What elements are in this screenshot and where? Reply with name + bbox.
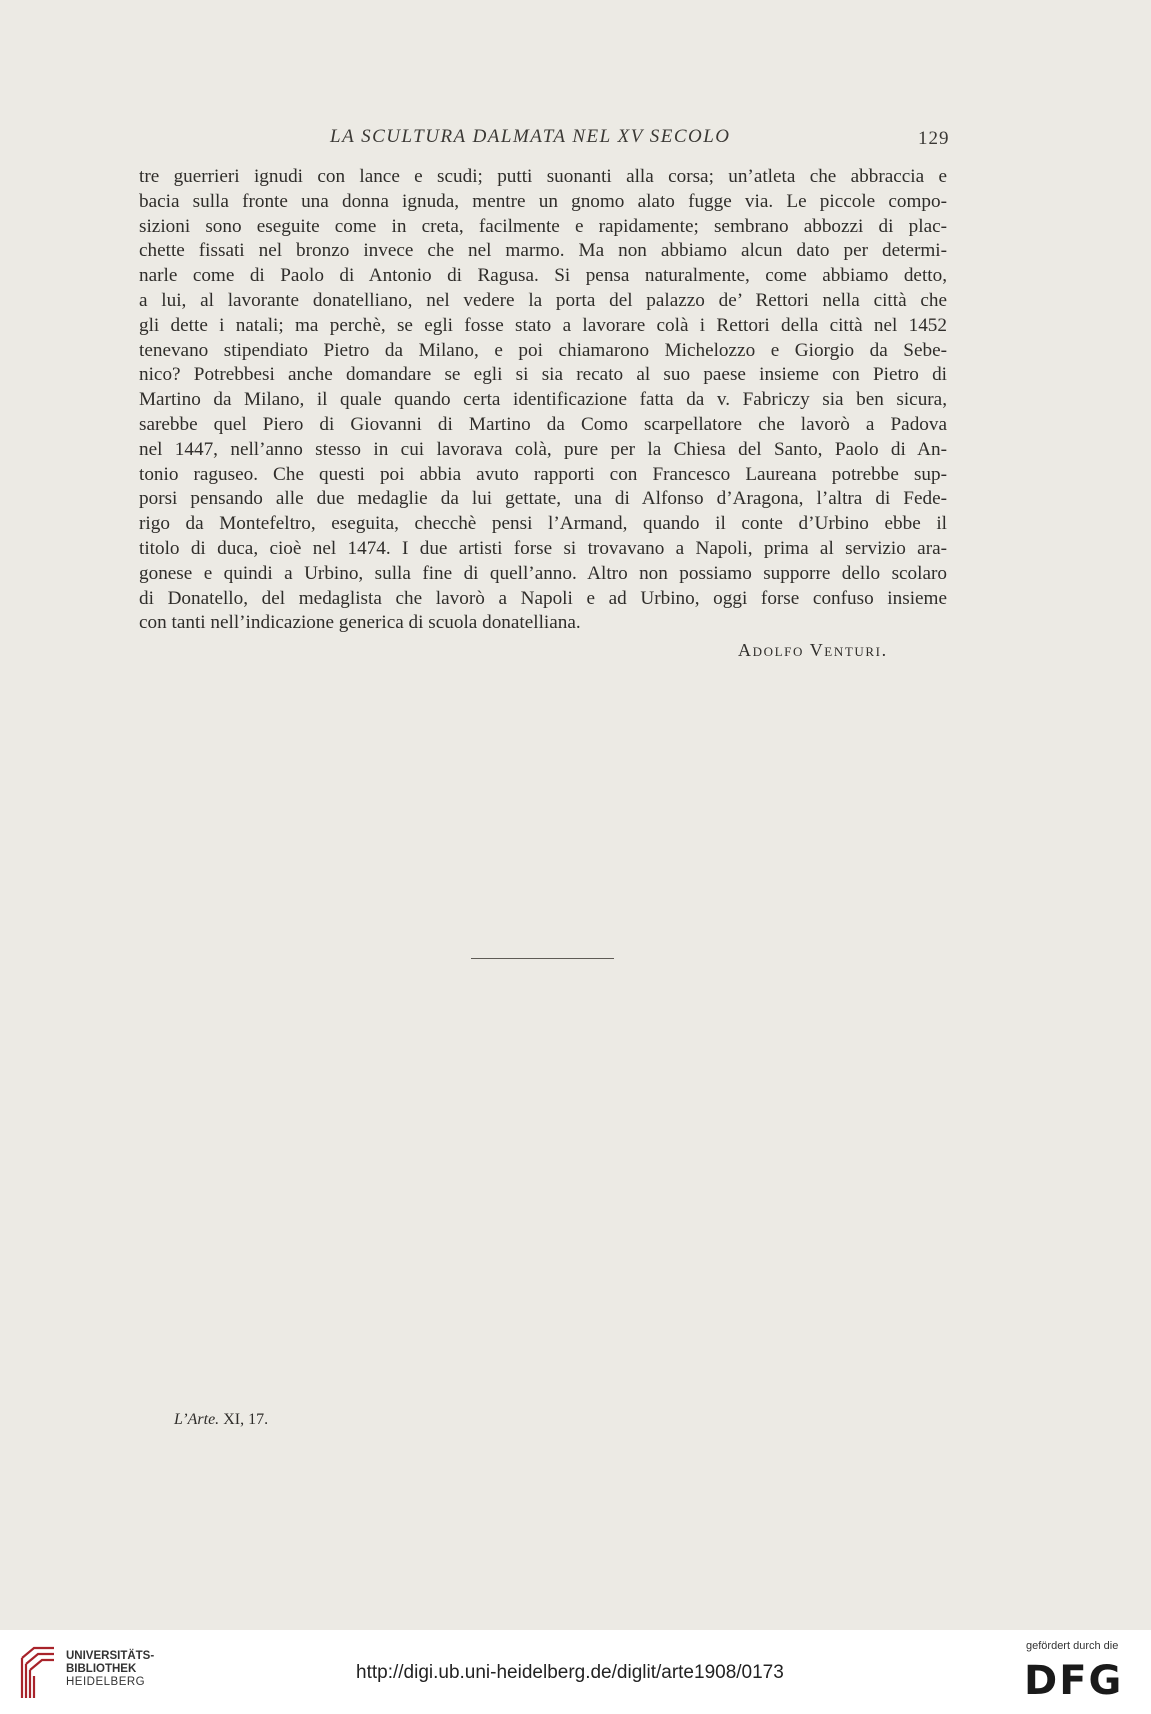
dfg-logo: DFG xyxy=(1024,1658,1124,1704)
text-line: nel 1447, nell’anno stesso in cui lavorava colà, pure per la Chiesa del Santo, Paolo di An- xyxy=(139,438,947,460)
text-line: tre guerrieri ignudi con lance e scudi; putti suonanti alla corsa; un’atleta che abbraccia e xyxy=(139,166,947,187)
text-line: narle come di Paolo di Antonio di Ragusa. Si pensa naturalmente, come abbiamo detto, xyxy=(139,265,947,287)
text-line: con tanti nell’indicazione generica di scuola donatelliana. xyxy=(139,612,581,634)
text-line: tenevano stipendiato Pietro da Milano, e poi chiamarono Michelozzo e Giorgio da Sebe- xyxy=(139,339,947,361)
text-line: chette fissati nel bronzo invece che nel marmo. Ma non abbiamo alcun dato per determi- xyxy=(139,240,947,262)
section-rule xyxy=(471,958,614,959)
funded-by-label: gefördert durch die xyxy=(1026,1640,1119,1652)
volume-sheet: XI, 17. xyxy=(223,1411,269,1428)
text-line: di Donatello, del medaglista che lavorò a Napoli e ad Urbino, oggi forse confuso insieme xyxy=(139,587,947,609)
digitization-bar xyxy=(0,1630,1151,1714)
text-line: a lui, al lavorante donatelliano, nel vedere la porta del palazzo de’ Rettori nella città che xyxy=(139,289,947,311)
text-line: gli dette i natali; ma perchè, se egli fosse stato a lavorare colà i Rettori della città nel 1452 xyxy=(139,314,947,336)
text-line: nico? Potrebbesi anche domandare se egli si sia recato al suo paese insieme con Pietro di xyxy=(139,364,947,386)
library-name-line: BIBLIOTHEK xyxy=(66,1663,137,1675)
library-name-line: UNIVERSITÄTS- xyxy=(66,1650,155,1662)
author-signature: Adolfo Venturi. xyxy=(738,640,888,660)
text-line: gonese e quindi a Urbino, sulla fine di quell’anno. Altro non possiamo supporre dello scolaro xyxy=(139,562,947,584)
text-line: sarebbe quel Piero di Giovanni di Martino da Como scarpellatore che lavorò a Padova xyxy=(139,413,947,435)
library-name-line: HEIDELBERG xyxy=(66,1676,146,1688)
text-line: rigo da Montefeltro, eseguita, checchè pensi l’Armand, quando il conte d’Urbino ebbe il xyxy=(139,513,947,535)
text-line: tonio raguseo. Che questi poi abbia avuto rapporti con Francesco Laureana potrebbe sup- xyxy=(139,463,947,485)
library-logo-icon xyxy=(18,1642,58,1700)
journal-name: L’Arte. xyxy=(174,1411,220,1428)
permalink[interactable]: http://digi.ub.uni-heidelberg.de/diglit/arte1908/0173 xyxy=(356,1662,784,1683)
signature-mark xyxy=(174,1411,268,1429)
body-text xyxy=(139,165,947,636)
running-title: LA SCULTURA DALMATA NEL XV SECOLO xyxy=(330,126,731,147)
text-line: porsi pensando alle due medaglie da lui gettate, una di Alfonso d’Aragona, l’altra di Fede- xyxy=(139,488,947,510)
text-line: Martino da Milano, il quale quando certa identificazione fatta da v. Fabriczy sia ben sicura, xyxy=(139,389,947,411)
text-line: titolo di duca, cioè nel 1474. I due artisti forse si trovavano a Napoli, prima al servizio ara- xyxy=(139,537,947,559)
page-number: 129 xyxy=(918,128,950,149)
text-line: bacia sulla fronte una donna ignuda, mentre un gnomo alato fugge via. Le piccole compo- xyxy=(139,190,947,212)
library-name xyxy=(66,1650,154,1689)
text-line: sizioni sono eseguite come in creta, facilmente e rapidamente; sembrano abbozzi di plac- xyxy=(139,215,947,237)
